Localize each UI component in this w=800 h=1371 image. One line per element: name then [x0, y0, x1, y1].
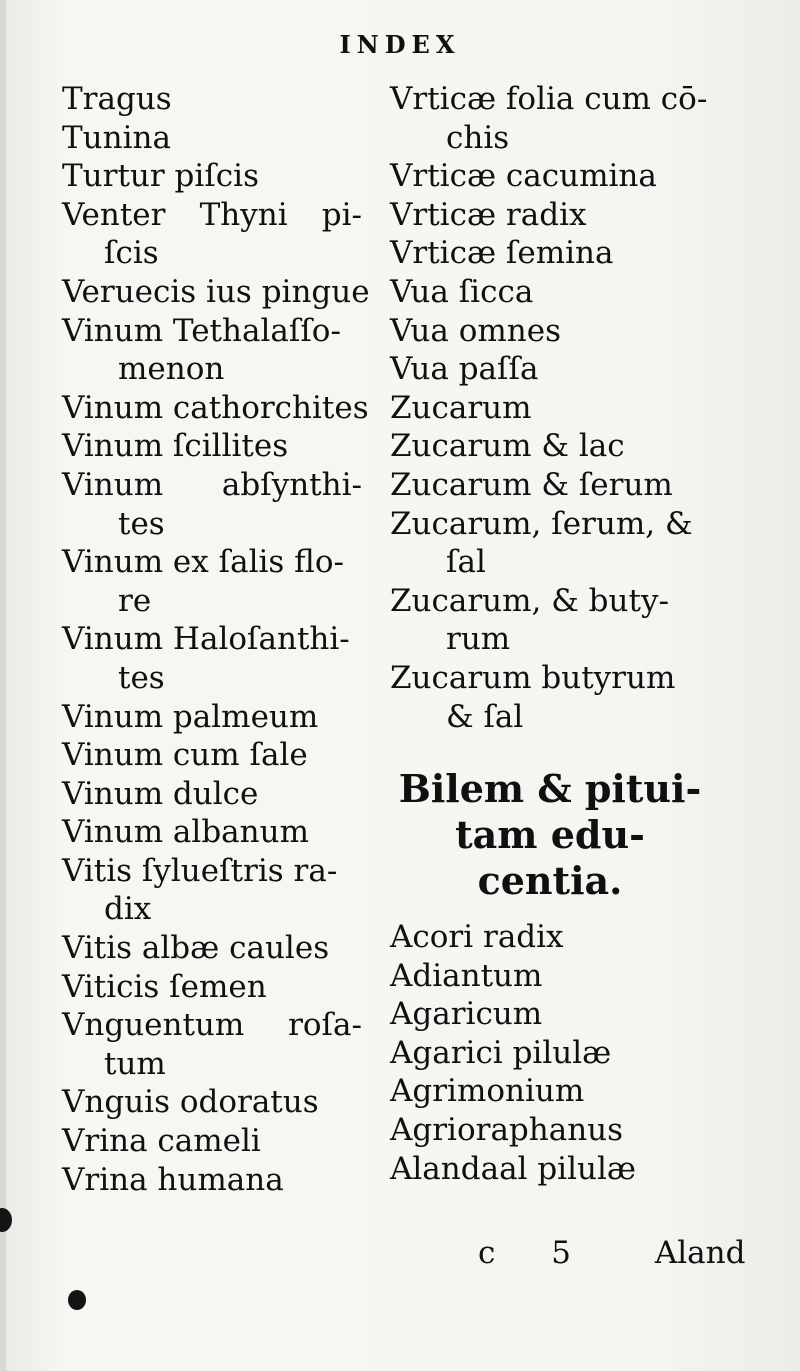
section-spacer — [390, 736, 720, 766]
section-spacer — [390, 904, 720, 918]
index-entry: Vitis ſylueſtris ra- — [62, 852, 338, 889]
index-entry: Vrina humana — [62, 1161, 284, 1198]
index-entry: Agrimonium — [390, 1073, 585, 1110]
binding-hole-mark — [0, 1208, 12, 1232]
index-entry-continuation: rum — [446, 621, 511, 658]
index-entry: Zucarum, & buty- — [390, 582, 669, 619]
index-entry-continuation: dix — [104, 891, 152, 928]
index-entry-continuation: tes — [118, 659, 165, 696]
index-entry: Vinum albanum — [62, 814, 309, 851]
index-entry: Adiantum — [390, 957, 543, 994]
index-entry-continuation: menon — [118, 351, 225, 388]
index-entry: Vinum ſcillites — [62, 428, 289, 465]
index-entry-word: roſa- — [288, 1007, 362, 1044]
index-entry: Vua paſſa — [390, 351, 539, 388]
index-entry-word: Vinum — [62, 466, 164, 503]
index-entry-continuation: & ſal — [446, 698, 524, 735]
page-footer — [478, 1235, 745, 1271]
index-entry: Vrina cameli — [62, 1123, 261, 1160]
index-entry: Vinum Haloſanthi- — [62, 621, 350, 658]
index-entry-continuation: tum — [104, 1045, 166, 1082]
index-entry: Vnguis odoratus — [62, 1084, 319, 1121]
index-entry — [62, 196, 362, 235]
running-header: INDEX — [339, 30, 461, 59]
index-entry-continuation: ſcis — [104, 235, 159, 272]
index-entry: Vinum cum ſale — [62, 737, 308, 774]
index-entry: Vinum Tethalaſſo- — [62, 312, 341, 349]
ink-blot-mark — [68, 1290, 86, 1310]
index-entry: Vinum cathorchites — [62, 389, 369, 426]
index-entry-continuation: tes — [118, 505, 165, 542]
section-heading-line: centia. — [477, 858, 623, 904]
index-entry: Viticis ſemen — [62, 968, 267, 1005]
index-entry: Zucarum butyrum — [390, 659, 676, 696]
index-entry: Acori radix — [390, 919, 564, 956]
index-entry: Vrticæ ſemina — [390, 235, 614, 272]
index-entry-word: abſynthi- — [221, 466, 362, 503]
index-entry: Vinum ex ſalis flo- — [62, 544, 344, 581]
index-entry: Turtur piſcis — [62, 158, 259, 195]
index-entry: Veruecis ius pingue — [62, 273, 370, 310]
index-entry: Vinum palmeum — [62, 698, 319, 735]
signature-mark: c — [478, 1235, 496, 1271]
index-entry: Zucarum — [390, 389, 532, 426]
index-entry-continuation: re — [118, 582, 152, 619]
index-entry: Zucarum & lac — [390, 428, 625, 465]
index-entry-word: Venter — [62, 196, 166, 233]
index-entry: Vua ſicca — [390, 273, 534, 310]
index-entry: Vinum dulce — [62, 775, 259, 812]
page-number: 5 — [551, 1235, 571, 1271]
index-entry: Zucarum & ſerum — [390, 466, 673, 503]
index-entry: Agaricum — [390, 996, 543, 1033]
index-entry: Vua omnes — [390, 312, 561, 349]
index-entry-continuation: ſal — [446, 544, 486, 581]
index-entry-word: Vnguentum — [62, 1007, 245, 1044]
index-column-right — [390, 80, 720, 1188]
index-column-left — [62, 80, 377, 1199]
section-heading-line: tam edu- — [455, 812, 645, 858]
index-entry: Agarici pilulæ — [390, 1034, 612, 1071]
index-entry: Vrticæ folia cum cō- — [390, 81, 708, 117]
index-entry: Zucarum, ſerum, & — [390, 505, 693, 542]
index-entry: Tunina — [62, 119, 171, 156]
index-entry — [62, 1006, 362, 1045]
page-edge — [0, 0, 6, 1371]
index-entry: Agrioraphanus — [390, 1112, 624, 1149]
index-entry-word: pi- — [321, 196, 362, 233]
index-entry: Vrticæ cacumina — [390, 158, 657, 195]
catchword: Aland — [654, 1235, 746, 1271]
index-entry: Vitis albæ caules — [62, 930, 330, 967]
index-entry: Alandaal pilulæ — [390, 1150, 637, 1187]
index-entry-word: Thyni — [199, 196, 288, 233]
index-entry: Tragus — [62, 81, 172, 117]
section-heading-line: Bilem & pitui- — [398, 766, 702, 812]
index-entry — [62, 466, 362, 505]
index-entry-continuation: chis — [446, 119, 510, 156]
index-entry: Vrticæ radix — [390, 196, 587, 233]
